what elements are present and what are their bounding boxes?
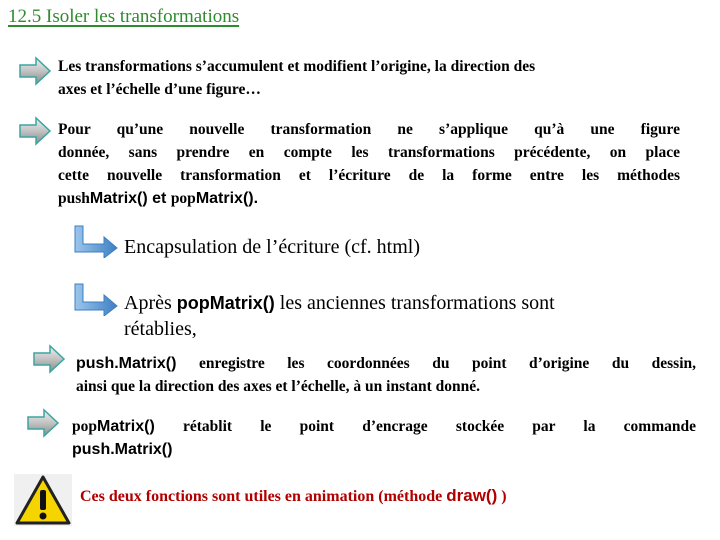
pop-code: pop [72,418,97,435]
bullet-1 [58,55,698,101]
bullet-3-text: enregistre les coordonnées du point d’origine du dessin, [176,355,696,372]
arrow-right-icon [18,116,52,146]
bullet-4 [72,415,696,461]
sub-1-text: Encapsulation de l’écriture (cf. html) [124,236,420,258]
sub-2-post: les anciennes transformations sont [274,292,555,314]
page-title: 12.5 Isoler les transformations [8,6,240,27]
warning-icon [14,474,72,526]
draw-code: draw() [446,486,498,505]
bullet-2-line-1: Pour qu’une nouvelle transformation ne s’applique qu’à une figure [58,121,680,138]
arrow-right-icon [26,408,60,438]
arrow-right-icon [18,56,52,86]
pop-matrix-code: popMatrix() [176,293,275,313]
push-matrix-code: push.Matrix() [72,441,173,458]
sub-2-pre: Après [124,292,177,314]
note [80,486,507,506]
sub-2 [124,290,684,342]
bullet-1-line-2: axes et l’échelle d’une figure… [58,81,261,98]
push-matrix-code: Matrix() et [89,190,171,207]
push-code: push [58,190,90,207]
return-arrow-icon [72,224,120,258]
note-end: ) [497,488,507,505]
bullet-3-line-2: ainsi que la direction des axes et l’échelle, à un instant donné. [76,378,481,395]
return-arrow-icon [72,282,120,316]
push-matrix-code: push.Matrix() [76,355,177,372]
bullet-1-line-1: Les transformations s’accumulent et modifient l’origine, la direction des [58,58,536,75]
bullet-2-line-3: cette nouvelle transformation et l’écriture de la forme entre les méthodes [58,167,680,184]
bullet-4-text: rétablit le point d’encrage stockée par la commande [154,418,696,435]
bullet-2-line-4 [58,187,680,210]
arrow-right-icon [32,344,66,374]
sub-2-line-2: rétablies, [124,318,197,340]
bullet-3 [76,352,696,398]
pop-matrix-code: Matrix() [97,418,155,435]
pop-code: pop [170,190,196,207]
pop-matrix-code: Matrix(). [195,190,259,207]
bullet-2-line-2: donnée, sans prendre en compte les transformations précédente, on place [58,144,680,161]
note-text: Ces deux fonctions sont utiles en animation (méthode [80,488,447,505]
bullet-2 [58,118,680,210]
